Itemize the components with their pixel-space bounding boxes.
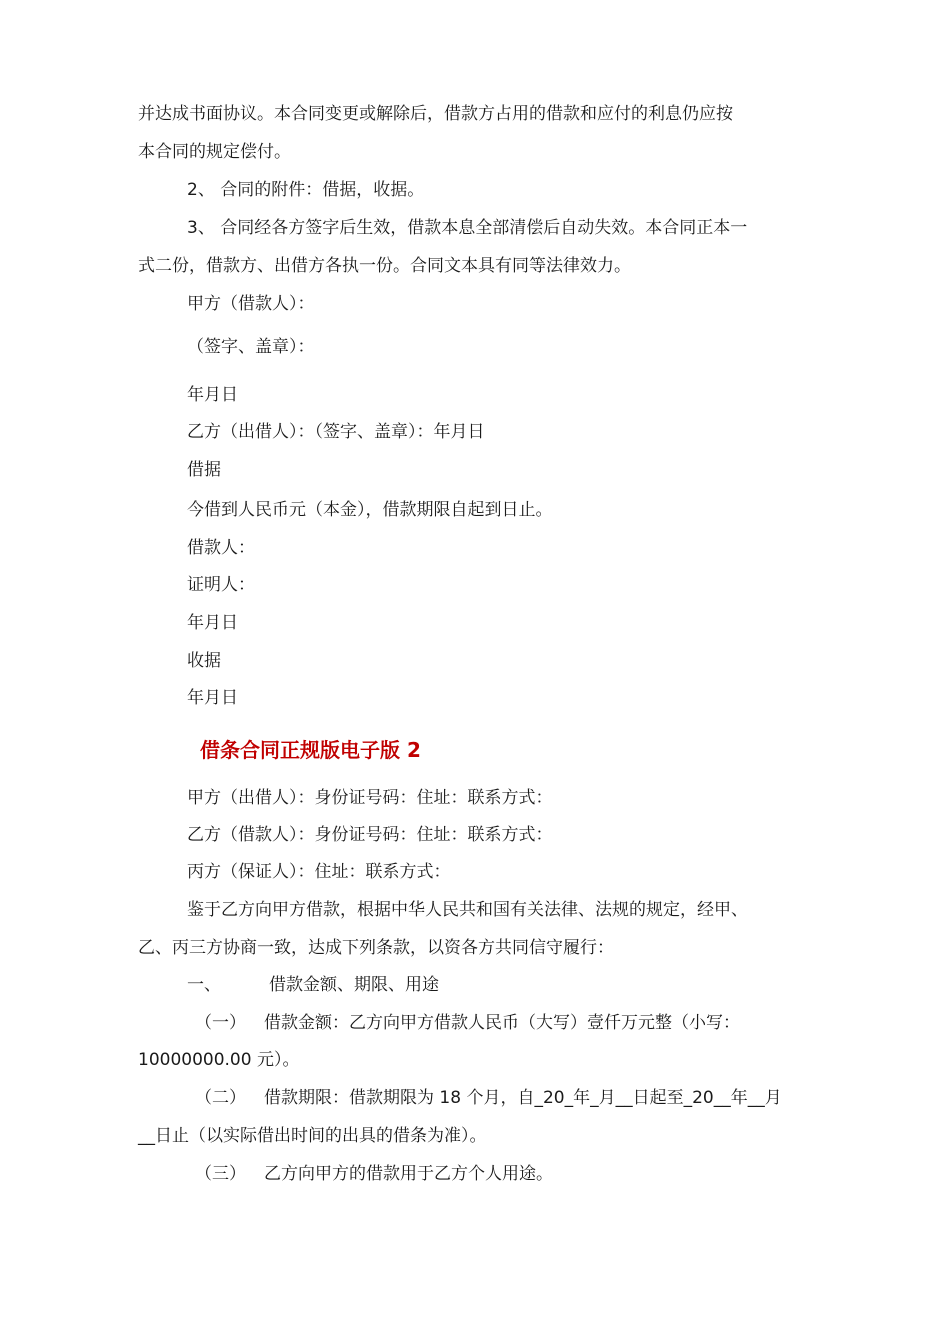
witness-label: 证明人： [187, 575, 255, 595]
party-line: 乙方（借款人）：身份证号码：住址：联系方式： [187, 825, 553, 845]
date-line: 年月日 [187, 688, 238, 708]
subclause-text: 借款期限：借款期限为 18 个月，自_20_年_月__日起至_20__年__月 [264, 1088, 782, 1108]
signature-label: 乙方（出借人）：（签字、盖章）：年月日 [187, 422, 485, 442]
clause-heading [187, 973, 887, 997]
signature-label: 甲方（借款人）： [187, 294, 315, 314]
subclause-number: （一） [195, 1013, 246, 1033]
subclause [195, 1011, 895, 1035]
paragraph-line: 鉴于乙方向甲方借款，根据中华人民共和国有关法律、法规的规定，经甲、 [187, 900, 748, 920]
paragraph-line: 乙、丙三方协商一致，达成下列条款，以资各方共同信守履行： [138, 938, 614, 958]
party-line: 甲方（出借人）：身份证号码：住址：联系方式： [187, 788, 553, 808]
signature-label: （签字、盖章）： [187, 337, 315, 357]
section-heading: 借条合同正规版电子版 2 [200, 738, 421, 762]
paragraph-line: 本合同的规定偿付。 [138, 142, 291, 162]
borrower-label: 借款人： [187, 538, 255, 558]
clause-title: 借款金额、期限、用途 [269, 975, 439, 995]
date-line: 年月日 [187, 613, 238, 633]
list-item: 3、 合同经各方签字后生效，借款本息全部清偿后自动失效。本合同正本一 [187, 218, 748, 238]
subclause-number: （三） [195, 1164, 246, 1184]
clause-number: 一、 [187, 975, 221, 995]
subclause-text: 借款金额：乙方向甲方借款人民币（大写）壹仟万元整（小写： [264, 1013, 740, 1033]
paragraph-line: __日止（以实际借出时间的出具的借条为准）。 [138, 1126, 487, 1146]
party-line: 丙方（保证人）：住址：联系方式： [187, 862, 451, 882]
iou-text: 今借到人民币元（本金），借款期限自起到日止。 [187, 500, 553, 520]
subclause [195, 1086, 895, 1110]
paragraph-line: 并达成书面协议。本合同变更或解除后，借款方占用的借款和应付的利息仍应按 [138, 104, 733, 124]
paragraph-line: 10000000.00 元）。 [138, 1050, 300, 1070]
iou-title: 借据 [187, 460, 221, 480]
paragraph-line: 式二份，借款方、出借方各执一份。合同文本具有同等法律效力。 [138, 256, 631, 276]
subclause [195, 1162, 895, 1186]
subclause-text: 乙方向甲方的借款用于乙方个人用途。 [264, 1164, 553, 1184]
date-line: 年月日 [187, 385, 238, 405]
list-item: 2、 合同的附件：借据，收据。 [187, 180, 425, 200]
subclause-number: （二） [195, 1088, 246, 1108]
receipt-title: 收据 [187, 651, 221, 671]
